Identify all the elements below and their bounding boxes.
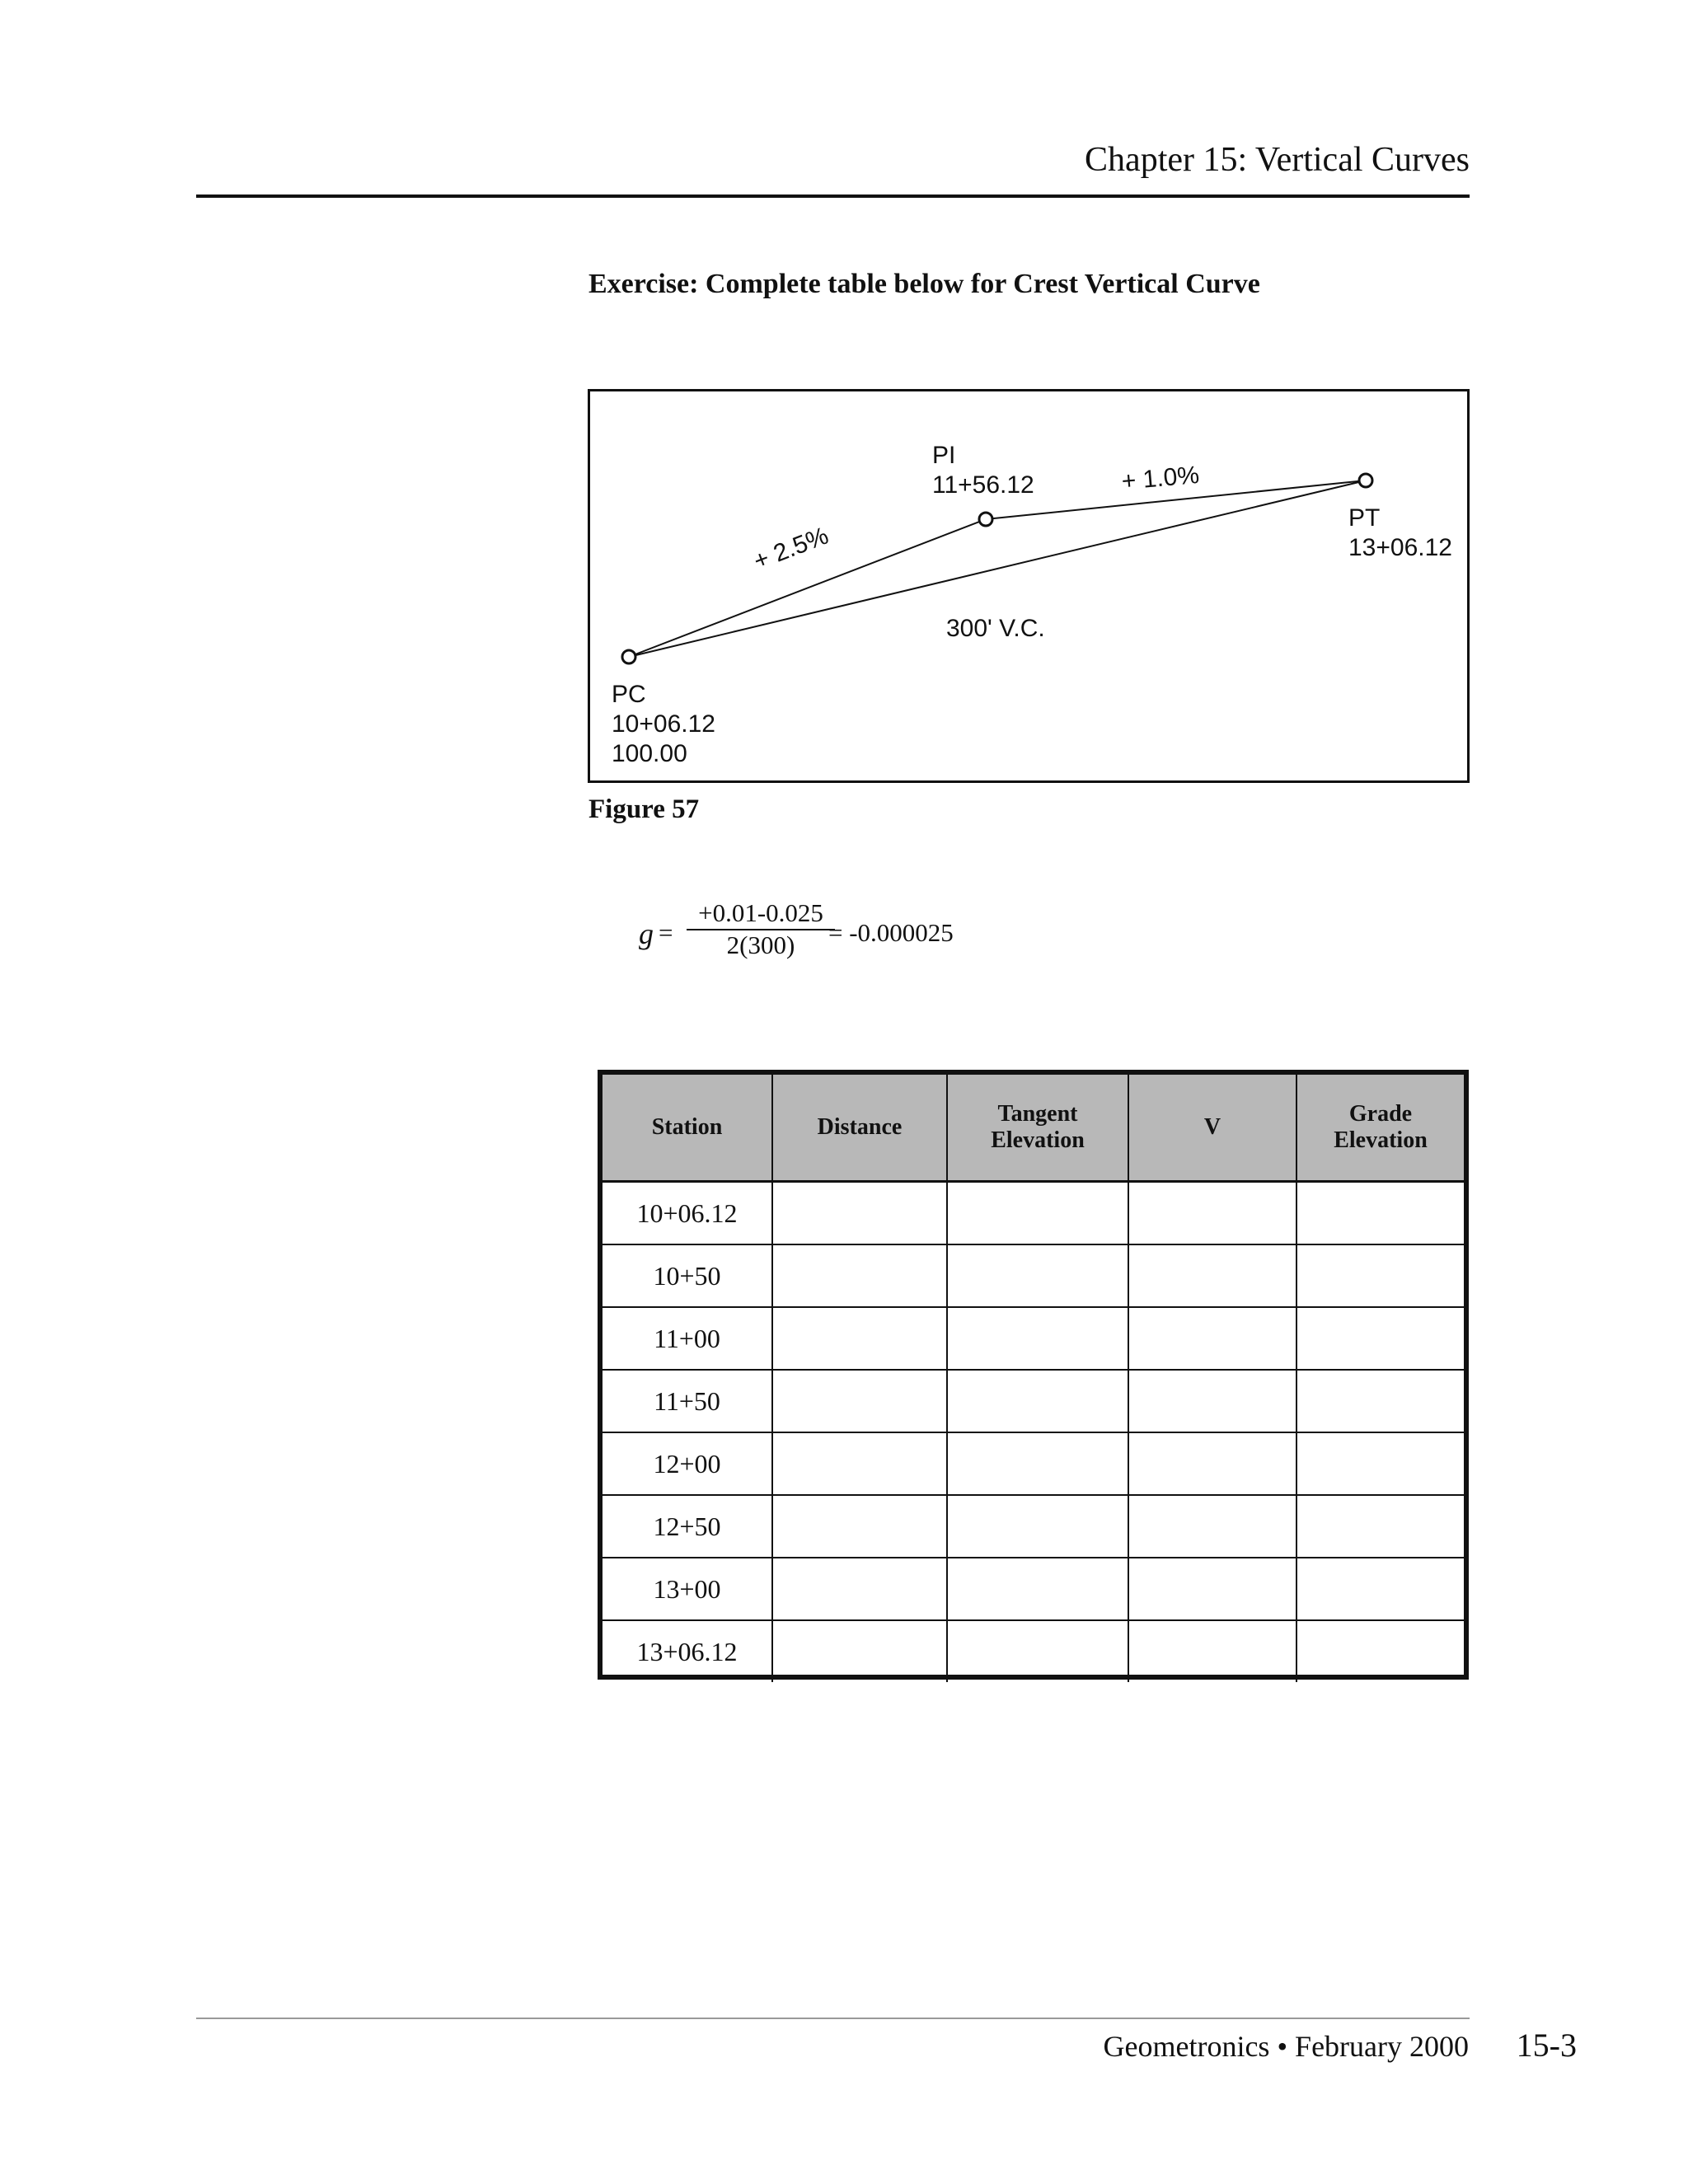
header-rule: [196, 194, 1470, 198]
table-row: [603, 1558, 1464, 1620]
pc-elevation: 100.00: [612, 740, 687, 767]
pt-station: 13+06.12: [1348, 534, 1452, 561]
v-cell[interactable]: [1128, 1307, 1296, 1370]
table-row: [603, 1182, 1464, 1245]
distance-cell[interactable]: [772, 1495, 947, 1558]
distance-cell[interactable]: [772, 1432, 947, 1495]
tangent-elevation-cell[interactable]: [947, 1307, 1128, 1370]
distance-cell[interactable]: [772, 1307, 947, 1370]
exercise-title: Exercise: Complete table below for Crest Vertical Curve: [588, 269, 1260, 299]
tangent-elevation-cell[interactable]: [947, 1182, 1128, 1245]
figure-57-diagram: [588, 389, 1470, 783]
header-tangent-line2: Elevation: [991, 1127, 1085, 1153]
station-cell: 10+06.12: [603, 1182, 772, 1245]
tangent-elevation-cell[interactable]: [947, 1370, 1128, 1432]
v-cell[interactable]: [1128, 1495, 1296, 1558]
ahead-grade-label: + 1.0%: [1120, 461, 1201, 495]
pc-label: PC: [612, 681, 646, 708]
header-v: V: [1128, 1075, 1296, 1182]
tangent-elevation-cell[interactable]: [947, 1495, 1128, 1558]
distance-cell[interactable]: [772, 1244, 947, 1307]
distance-cell[interactable]: [772, 1558, 947, 1620]
tangent-elevation-cell[interactable]: [947, 1620, 1128, 1682]
v-cell[interactable]: [1128, 1558, 1296, 1620]
pi-label: PI: [932, 442, 956, 469]
v-cell[interactable]: [1128, 1182, 1296, 1245]
header-tangent-elevation: [947, 1075, 1128, 1182]
vc-length-label: 300' V.C.: [946, 615, 1045, 642]
table-row: [603, 1620, 1464, 1682]
table-row: [603, 1495, 1464, 1558]
grade-elevation-cell[interactable]: [1296, 1182, 1464, 1245]
table-row: [603, 1370, 1464, 1432]
pi-point: [979, 513, 992, 526]
station-cell: 10+50: [603, 1244, 772, 1307]
curve-diagram-svg: [590, 391, 1467, 780]
distance-cell[interactable]: [772, 1182, 947, 1245]
pc-point: [622, 650, 635, 663]
distance-cell[interactable]: [772, 1620, 947, 1682]
v-cell[interactable]: [1128, 1244, 1296, 1307]
tangent-elevation-cell[interactable]: [947, 1558, 1128, 1620]
page-number: 15-3: [1516, 2027, 1577, 2064]
table-row: [603, 1244, 1464, 1307]
grade-elevation-cell[interactable]: [1296, 1432, 1464, 1495]
station-cell: 12+50: [603, 1495, 772, 1558]
formula-equals: =: [659, 918, 673, 947]
table-row: [603, 1307, 1464, 1370]
v-cell[interactable]: [1128, 1432, 1296, 1495]
header-grade-line2: Elevation: [1334, 1127, 1428, 1153]
pc-station: 10+06.12: [612, 710, 715, 738]
pt-point: [1359, 474, 1372, 487]
grade-elevation-cell[interactable]: [1296, 1495, 1464, 1558]
figure-caption: Figure 57: [588, 794, 700, 824]
grade-elevation-cell[interactable]: [1296, 1307, 1464, 1370]
header-tangent-line1: Tangent: [997, 1101, 1078, 1127]
back-grade-label: + 2.5%: [749, 522, 832, 575]
pt-label: PT: [1348, 504, 1381, 532]
grade-elevation-cell[interactable]: [1296, 1244, 1464, 1307]
header-distance: Distance: [772, 1075, 947, 1182]
v-cell[interactable]: [1128, 1620, 1296, 1682]
station-cell: 13+00: [603, 1558, 772, 1620]
chapter-title: Chapter 15: Vertical Curves: [1085, 141, 1470, 179]
station-cell: 13+06.12: [603, 1620, 772, 1682]
footer-text: Geometronics • February 2000: [1103, 2030, 1469, 2063]
formula-variable: g: [639, 917, 654, 950]
formula-numerator: +0.01-0.025: [687, 898, 835, 930]
formula-denominator: 2(300): [726, 930, 795, 959]
station-cell: 12+00: [603, 1432, 772, 1495]
footer-rule: [196, 2018, 1470, 2019]
formula-fraction: [687, 898, 835, 960]
distance-cell[interactable]: [772, 1370, 947, 1432]
grade-elevation-cell[interactable]: [1296, 1370, 1464, 1432]
table-row: [603, 1432, 1464, 1495]
table-header-row: [603, 1075, 1464, 1182]
header-station: Station: [603, 1075, 772, 1182]
header-grade-line1: Grade: [1348, 1101, 1413, 1127]
header-grade-elevation: [1296, 1075, 1464, 1182]
formula-result: = -0.000025: [828, 918, 954, 947]
grade-elevation-cell[interactable]: [1296, 1558, 1464, 1620]
station-cell: 11+50: [603, 1370, 772, 1432]
tangent-elevation-cell[interactable]: [947, 1244, 1128, 1307]
tangent-elevation-cell[interactable]: [947, 1432, 1128, 1495]
vertical-curve-table: [598, 1070, 1469, 1680]
grade-elevation-cell[interactable]: [1296, 1620, 1464, 1682]
v-cell[interactable]: [1128, 1370, 1296, 1432]
pi-station: 11+56.12: [932, 471, 1034, 499]
station-cell: 11+00: [603, 1307, 772, 1370]
